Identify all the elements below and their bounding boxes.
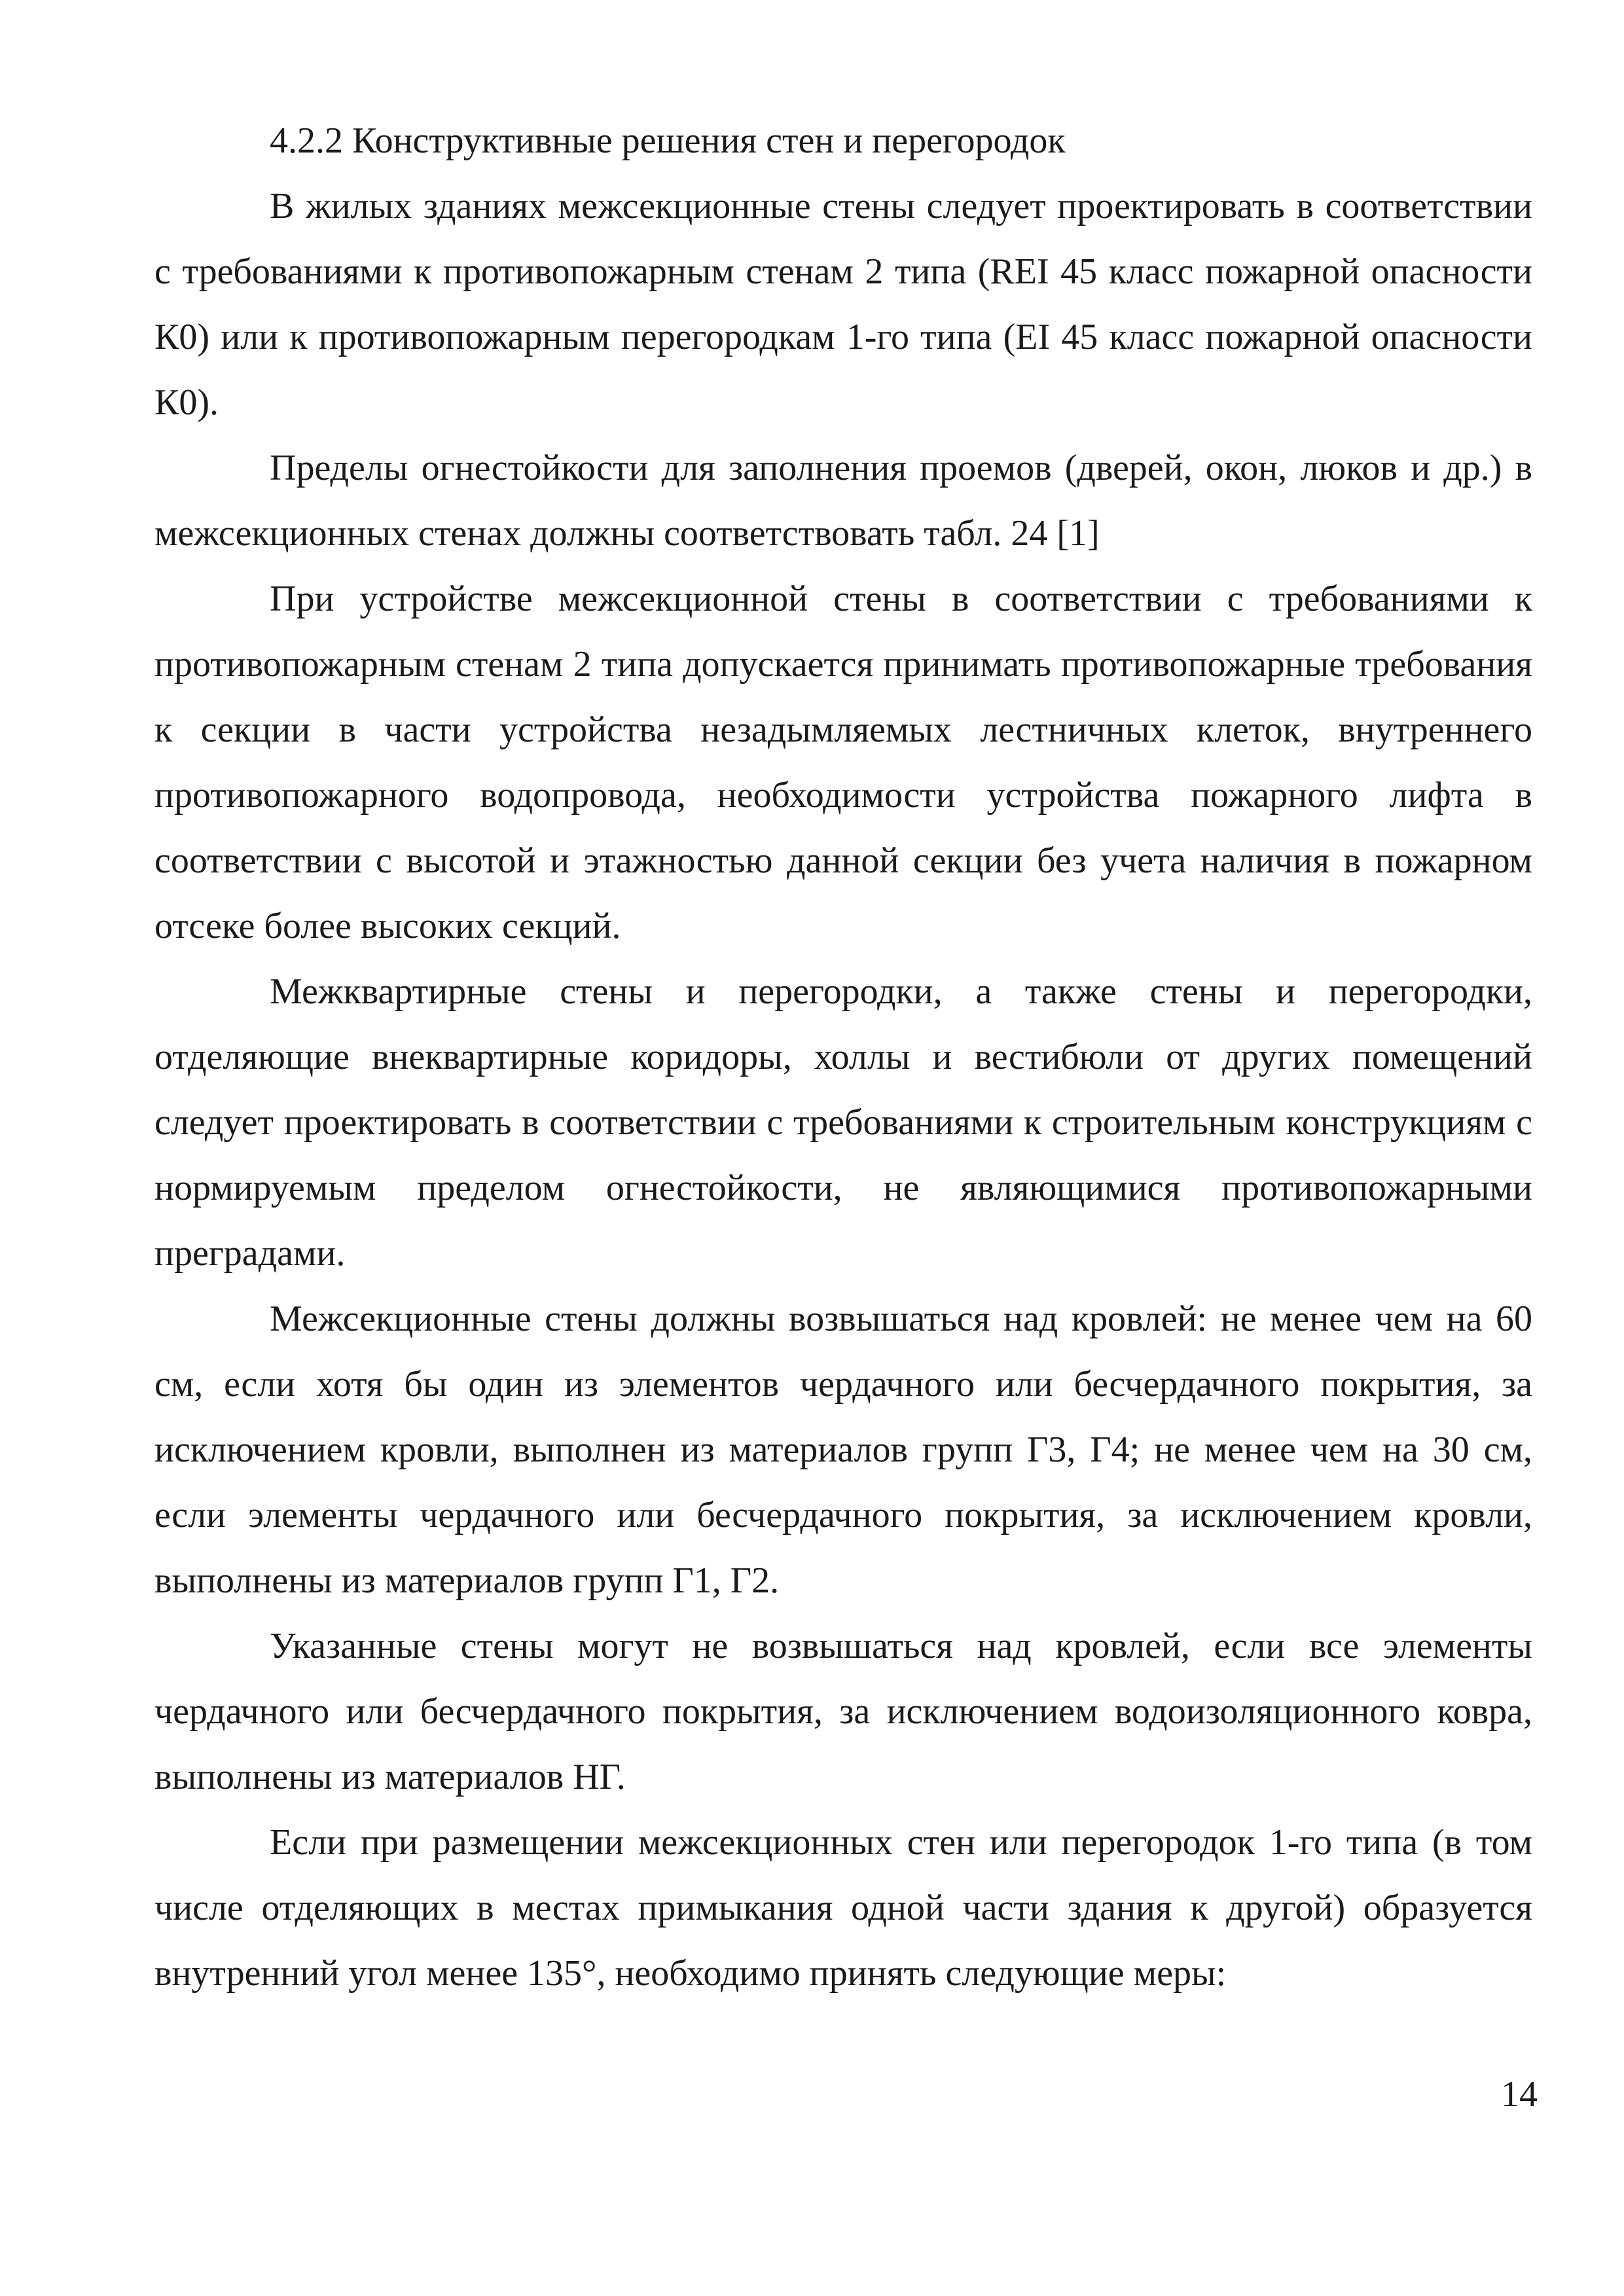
paragraph-inner-angle: Если при размещении межсекционных стен или перегородок 1-го типа (в том числе отделяющих в местах примыкания одной части здания к другой) образуется внутренний угол менее 135°, необходимо принять следующие меры: xyxy=(154,1822,1532,1994)
paragraph-roof-exception: Указанные стены могут не возвышаться над кровлей, если все элементы чердачного или бесчердачного покрытия, за исключением водоизоляционного ковра, выполнены из материалов НГ. xyxy=(154,1626,1532,1797)
paragraph-interapartment-walls: Межквартирные стены и перегородки, а также стены и перегородки, отделяющие внеквартирные коридоры, холлы и вестибюли от других помещений следует проектировать в соответствии с требованиями к строительным конструкциям с нормируемым пределом огнестойкости, не являющимися противопожарными преградами. xyxy=(154,971,1532,1274)
page-number: 14 xyxy=(1501,2074,1538,2115)
paragraph-fire-resistance-limits: Пределы огнестойкости для заполнения проемов (дверей, окон, люков и др.) в межсекционных стенах должны соответствовать табл. 24 [1] xyxy=(154,448,1532,554)
page-body xyxy=(154,108,1532,2006)
paragraph-type2-wall-requirements: При устройстве межсекционной стены в соответствии с требованиями к противопожарным стенам 2 типа допускается принимать противопожарные требования к секции в части устройства незадымляемых лестничных клеток, внутреннего противопожарного водопровода, необходимости устройства пожарного лифта в соответствии с высотой и этажностью данной секции без учета наличия в пожарном отсеке более высоких секций. xyxy=(154,579,1532,946)
paragraph-roof-elevation: Межсекционные стены должны возвышаться над кровлей: не менее чем на 60 см, если хотя бы один из элементов чердачного или бесчердачного покрытия, за исключением кровли, выполнен из материалов групп Г3, Г4; не менее чем на 30 см, если элементы чердачного или бесчердачного покрытия, за исключением кровли, выполнены из материалов групп Г1, Г2. xyxy=(154,1299,1532,1601)
paragraph-interunit-walls: В жилых зданиях межсекционные стены следует проектировать в соответствии с требованиями к противопожарным стенам 2 типа (REI 45 класс пожарной опасности К0) или к противопожарным перегородкам 1-го типа (EI 45 класс пожарной опасности К0). xyxy=(154,186,1532,423)
section-heading: 4.2.2 Конструктивные решения стен и перегородок xyxy=(270,120,1066,161)
